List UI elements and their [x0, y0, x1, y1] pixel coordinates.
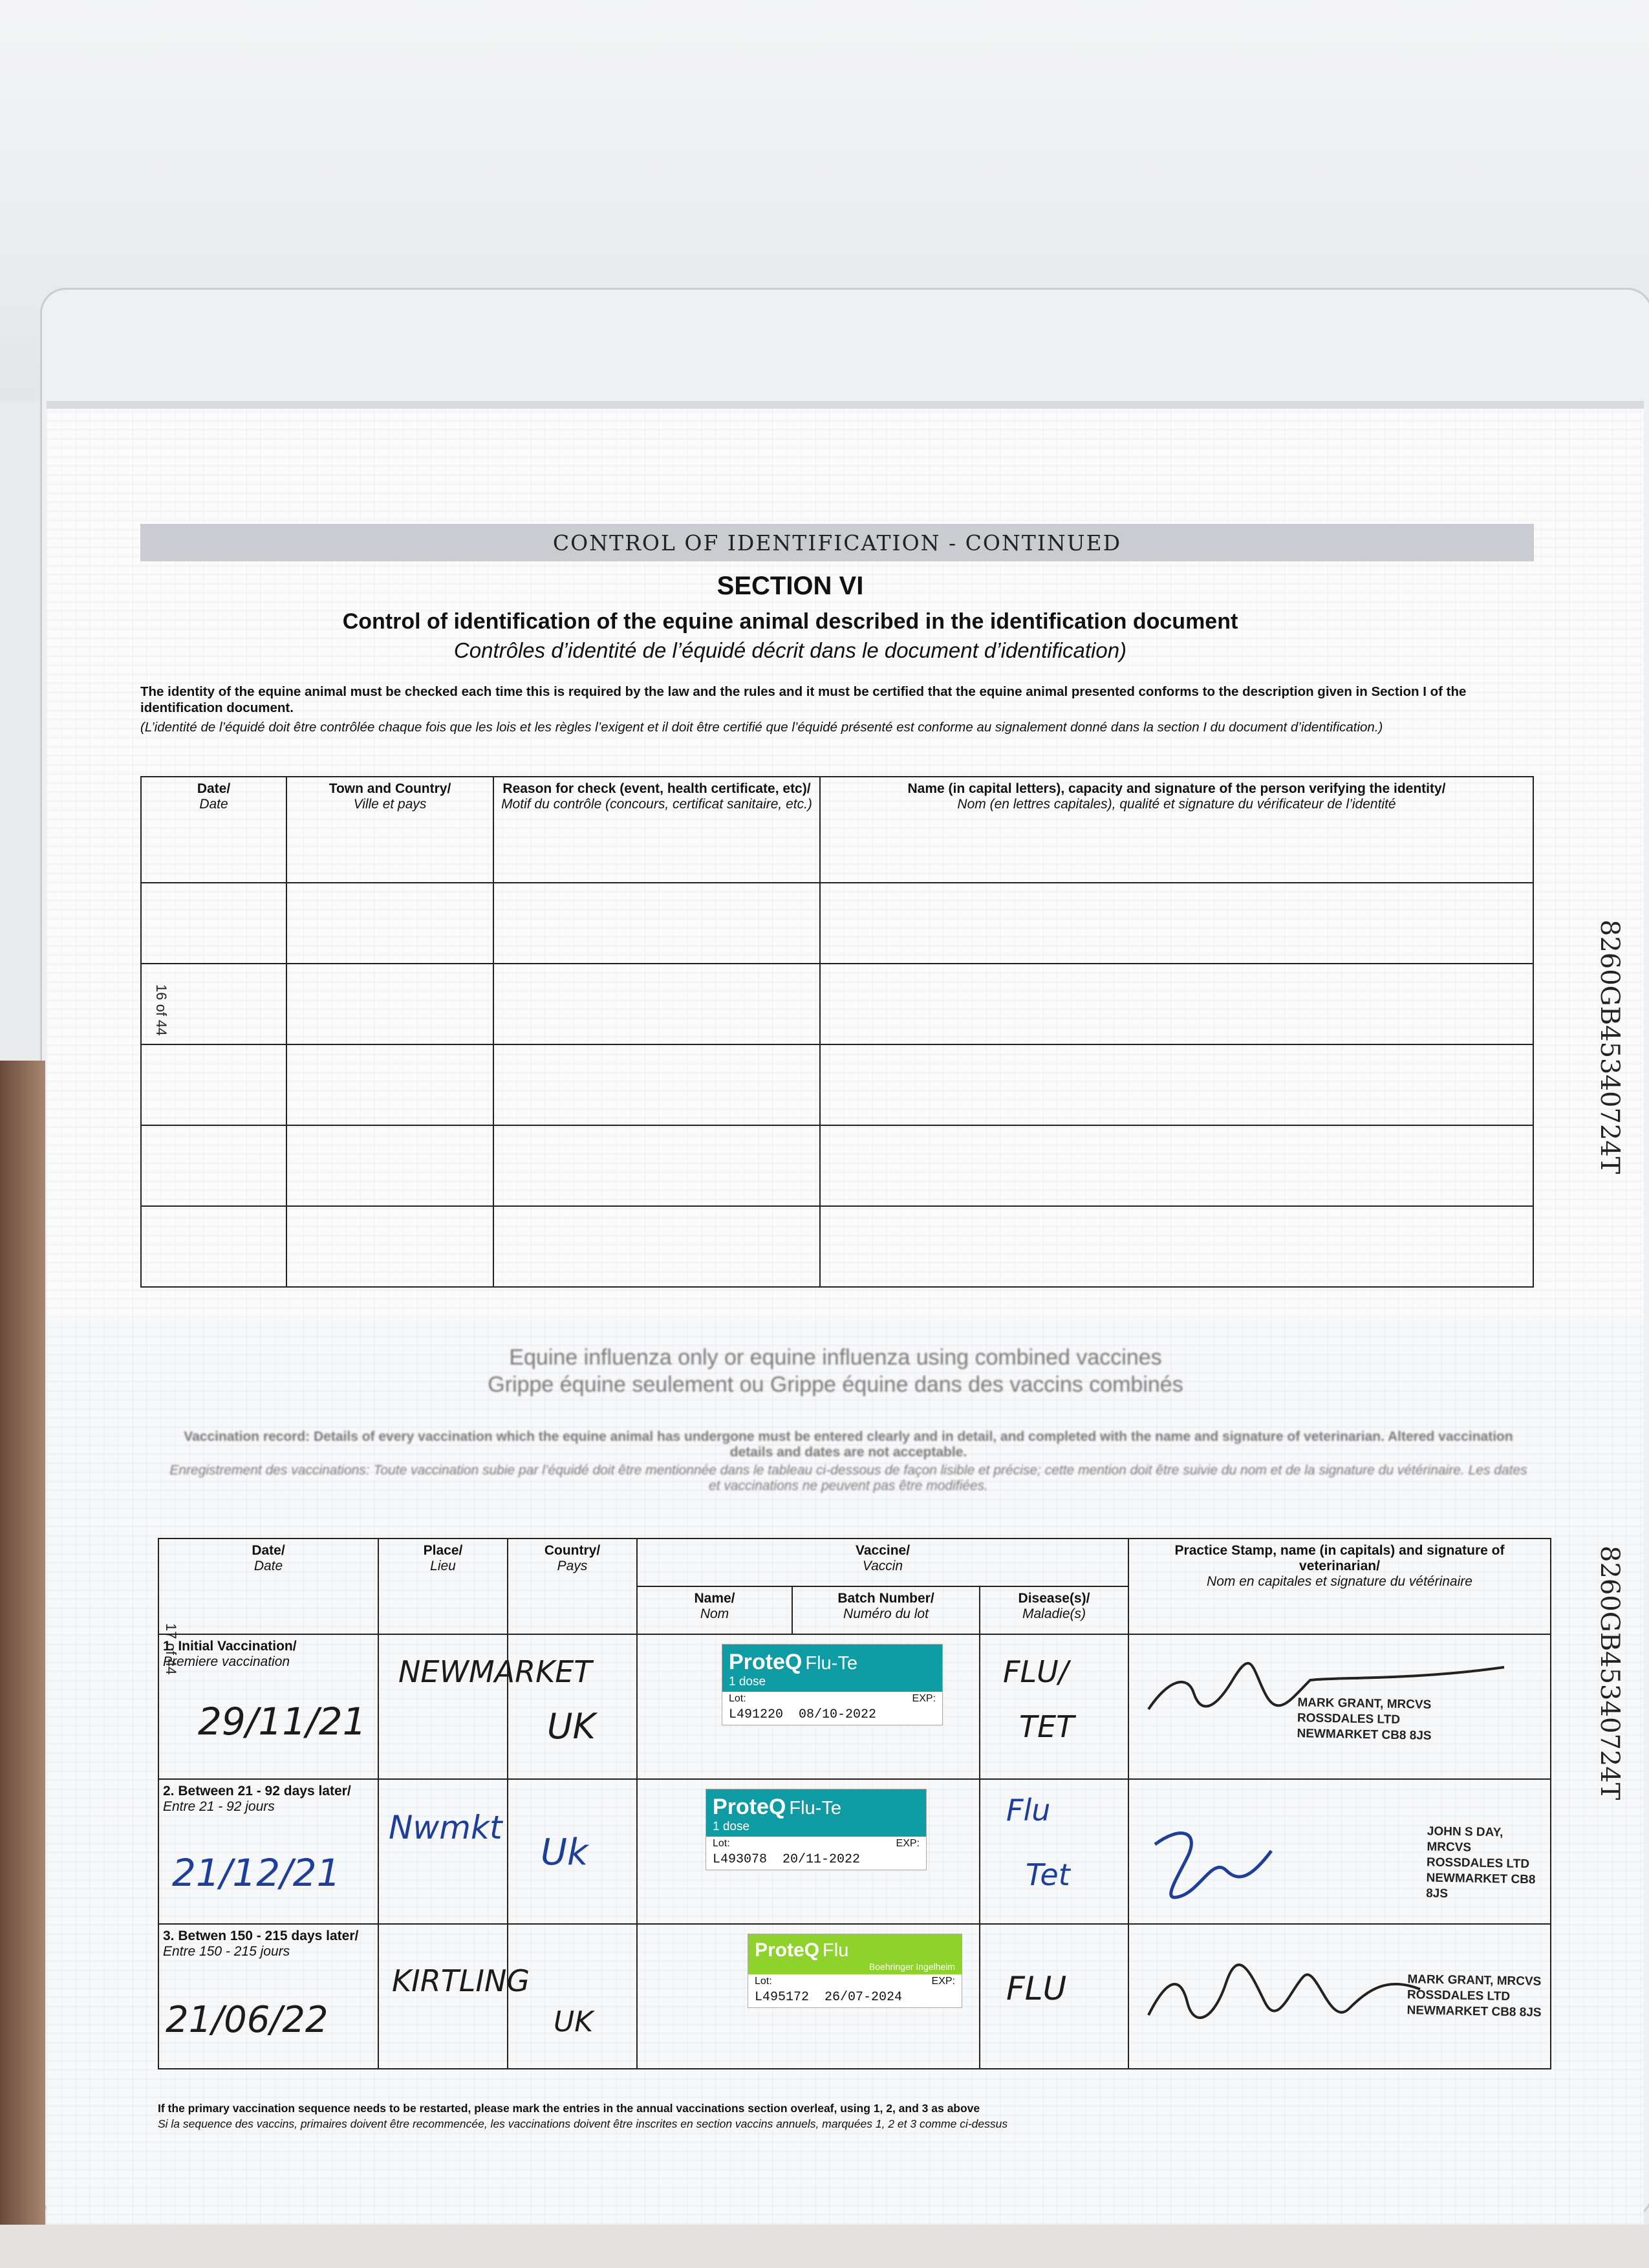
influenza-heading-fr: Grippe équine seulement ou Grippe équine dans des vaccins combinés: [488, 1372, 1183, 1397]
vaccine-sticker-cell[interactable]: [637, 1779, 980, 1924]
handwritten-country: UK: [554, 2005, 594, 2038]
empty-cell[interactable]: [820, 883, 1533, 964]
vaccine-sticker: ProteQ Flu-Te 1 dose Lot: EXP: L493078 20/11-2022: [706, 1789, 927, 1870]
vaccination-record-note-fr: Enregistrement des vaccinations: Toute vaccination subie par l’équidé doit être mentionnée dans le tableau ci-dessous de façon lisible et précise; cette mention doit être suivie du nom et de la signature du vétérinaire. Les dates et vaccinations ne peuvent pas être modifiées.: [169, 1463, 1527, 1493]
date-cell[interactable]: [158, 1634, 378, 1779]
table-row: [158, 1779, 1551, 1924]
vaccine-sticker-cell[interactable]: [637, 1634, 980, 1779]
empty-cell[interactable]: [820, 1125, 1533, 1206]
vaccine-sticker-cell[interactable]: [637, 1924, 980, 2069]
empty-cell[interactable]: [820, 1044, 1533, 1125]
empty-cell[interactable]: [820, 1206, 1533, 1287]
handwritten-date: 21/12/21: [172, 1851, 341, 1895]
intro-text-fr: (L’identité de l’équidé doit être contrôlée chaque fois que les lois et les règles l’exigent et il doit être certifié que l’équidé présenté est conforme au signalement donné dans la section I du document d’identification.): [140, 720, 1383, 735]
handwritten-disease-2: Tet: [1026, 1857, 1070, 1892]
col-header-reason: Reason for check (event, health certificate, etc)/ Motif du contrôle (concours, certificat sanitaire, etc.): [493, 777, 820, 883]
sticker-band: ProteQ Flu Boehringer Ingelheim: [748, 1934, 962, 1974]
empty-cell[interactable]: [493, 1206, 820, 1287]
col-header-country: Country/ Pays: [508, 1539, 637, 1634]
page-control-of-identification: [47, 401, 1644, 1327]
stamp-cell[interactable]: [1128, 1779, 1551, 1924]
sticker-band: ProteQ Flu-Te 1 dose: [706, 1789, 926, 1837]
col-header-date: Date/ Date: [158, 1539, 378, 1634]
place-cell[interactable]: [378, 1924, 530, 2069]
place-cell[interactable]: [378, 1779, 508, 1924]
vet-signature: [1142, 1950, 1427, 2041]
identity-check-table: [140, 776, 1534, 1288]
empty-cell[interactable]: [493, 964, 820, 1044]
ueln-number: 8260GB45340724T: [1595, 1546, 1624, 1800]
handwritten-date: 21/06/22: [166, 1999, 329, 2041]
col-header-practice-stamp: Practice Stamp, name (in capitals) and signature of veterinarian/ Nom en capitales et signature du vétérinaire: [1128, 1539, 1551, 1634]
handwritten-disease: Flu: [1006, 1793, 1051, 1828]
empty-cell[interactable]: [286, 1206, 493, 1287]
disease-cell[interactable]: [980, 1779, 1128, 1924]
table-row: [141, 883, 1533, 964]
handwritten-disease-2: TET: [1019, 1709, 1075, 1744]
disease-cell[interactable]: [980, 1924, 1128, 2069]
empty-cell[interactable]: [286, 883, 493, 964]
intro-text-en: The identity of the equine animal must be checked each time this is required by the law and the rules and it must be certified that the equine animal presented conforms to the description given in Section I of the identification document.: [140, 684, 1467, 715]
page-number: 16 of 44: [153, 984, 169, 1036]
date-cell[interactable]: [158, 1779, 378, 1924]
page-number: 17 of 44: [163, 1623, 179, 1675]
handwritten-country: Uk: [541, 1831, 588, 1874]
page-vaccination-record: [47, 1319, 1644, 2225]
empty-cell[interactable]: [493, 1044, 820, 1125]
row-label: 2. Between 21 - 92 days later/ Entre 21 - 92 jours: [163, 1784, 351, 1814]
practice-stamp: MARK GRANT, MRCVS ROSSDALES LTD NEWMARKET CB8 8JS: [1406, 1972, 1542, 2020]
table-row: [158, 1634, 1551, 1779]
manufacturer-logo: Boehringer Ingelheim: [868, 1961, 955, 1972]
empty-cell[interactable]: [820, 964, 1533, 1044]
country-cell[interactable]: [508, 1634, 637, 1779]
empty-cell[interactable]: [286, 1044, 493, 1125]
practice-stamp: MARK GRANT, MRCVS ROSSDALES LTD NEWMARKET CB8 8JS: [1297, 1696, 1432, 1743]
row-label: 3. Betwen 150 - 215 days later/ Entre 150 - 215 jours: [163, 1928, 359, 1959]
stamp-cell[interactable]: [1128, 1634, 1551, 1779]
empty-cell[interactable]: [141, 1044, 286, 1125]
lot-number: L495172 26/07-2024: [755, 1990, 903, 2005]
handwritten-date: 29/11/21: [198, 1700, 367, 1744]
vaccination-record-note-en: Vaccination record: Details of every vaccination which the equine animal has undergone must be entered clearly and in detail, and completed with the name and signature of veterinarian. Altered vaccination details and dates are not acceptable.: [184, 1429, 1513, 1460]
date-cell[interactable]: [158, 1924, 378, 2069]
scanner-bottom-edge: [0, 2225, 1649, 2268]
sticker-band: ProteQ Flu-Te 1 dose: [722, 1645, 942, 1692]
practice-stamp: JOHN S DAY, MRCVS ROSSDALES LTD NEWMARKET CB8 8JS: [1426, 1824, 1536, 1901]
stamp-cell[interactable]: [1128, 1924, 1551, 2069]
empty-cell[interactable]: [286, 964, 493, 1044]
empty-cell[interactable]: [286, 1125, 493, 1206]
table-row: [158, 1924, 1551, 2069]
section-title-en: Control of identification of the equine animal described in the identification document: [342, 609, 1238, 634]
col-header-date: Date/ Date: [141, 777, 286, 883]
empty-cell[interactable]: [141, 1125, 286, 1206]
col-header-verifier: Name (in capital letters), capacity and signature of the person verifying the identity/ Nom (en lettres capitales), qualité et signature du vérificateur de l’identité: [820, 777, 1533, 883]
table-row: [141, 1044, 1533, 1125]
handwritten-country: UK: [547, 1706, 596, 1747]
table-row: [141, 1125, 1533, 1206]
col-header-disease: Disease(s)/ Maladie(s): [980, 1586, 1128, 1634]
empty-cell[interactable]: [493, 883, 820, 964]
disease-cell[interactable]: [980, 1634, 1128, 1779]
empty-cell[interactable]: [141, 1206, 286, 1287]
handwritten-place: KIRTLING: [392, 1963, 530, 1998]
section-banner: CONTROL OF IDENTIFICATION - CONTINUED: [140, 524, 1534, 561]
handwritten-disease: FLU: [1006, 1970, 1067, 2007]
vaccination-table: [158, 1538, 1551, 2069]
lot-number: L493078 20/11-2022: [713, 1852, 861, 1867]
handwritten-place: Nwmkt: [389, 1809, 502, 1846]
table-header-row: [141, 777, 1533, 883]
ueln-number: 8260GB45340724T: [1595, 920, 1624, 1174]
empty-cell[interactable]: [141, 883, 286, 964]
influenza-heading-en: Equine influenza only or equine influenza using combined vaccines: [509, 1345, 1162, 1370]
col-header-vaccine: Vaccine/ Vaccin: [637, 1539, 1128, 1586]
table-row: [141, 964, 1533, 1044]
restart-footnote-fr: Si la sequence des vaccins, primaires doivent être recommencée, les vaccinations doivent être inscrites en section vaccins annuels, marquées 1, 2 et 3 comme ci-dessus: [158, 2117, 1008, 2130]
country-cell[interactable]: [508, 1924, 637, 2069]
col-header-batch: Batch Number/ Numéro du lot: [792, 1586, 980, 1634]
section-number: SECTION VI: [717, 572, 864, 600]
lot-number: L491220 08/10-2022: [729, 1707, 877, 1722]
handwritten-place: NEWMARKET: [398, 1654, 592, 1689]
country-cell[interactable]: [508, 1779, 637, 1924]
vet-signature: [1142, 1819, 1310, 1909]
col-header-place: Place/ Lieu: [378, 1539, 508, 1634]
table-row: [141, 1206, 1533, 1287]
section-title-fr: Contrôles d’identité de l’équidé décrit dans le document d’identification): [453, 638, 1127, 662]
col-header-town-country: Town and Country/ Ville et pays: [286, 777, 493, 883]
vaccine-sticker: ProteQ Flu-Te 1 dose Lot: EXP: L491220 08/10-2022: [722, 1644, 943, 1725]
table-header-row: [158, 1539, 1551, 1586]
empty-cell[interactable]: [493, 1125, 820, 1206]
row-label: 1. Initial Vaccination/ Premiere vaccination: [163, 1639, 297, 1669]
passport-cover-edge: [0, 1061, 45, 2238]
col-header-vaccine-name: Name/ Nom: [637, 1586, 792, 1634]
restart-footnote-en: If the primary vaccination sequence needs to be restarted, please mark the entries in the annual vaccinations section overleaf, using 1, 2, and 3 as above: [158, 2102, 980, 2115]
vaccine-sticker: ProteQ Flu Boehringer Ingelheim Lot: EXP: L495172 26/07-2024: [748, 1934, 962, 2008]
handwritten-disease: FLU/: [1003, 1654, 1069, 1689]
